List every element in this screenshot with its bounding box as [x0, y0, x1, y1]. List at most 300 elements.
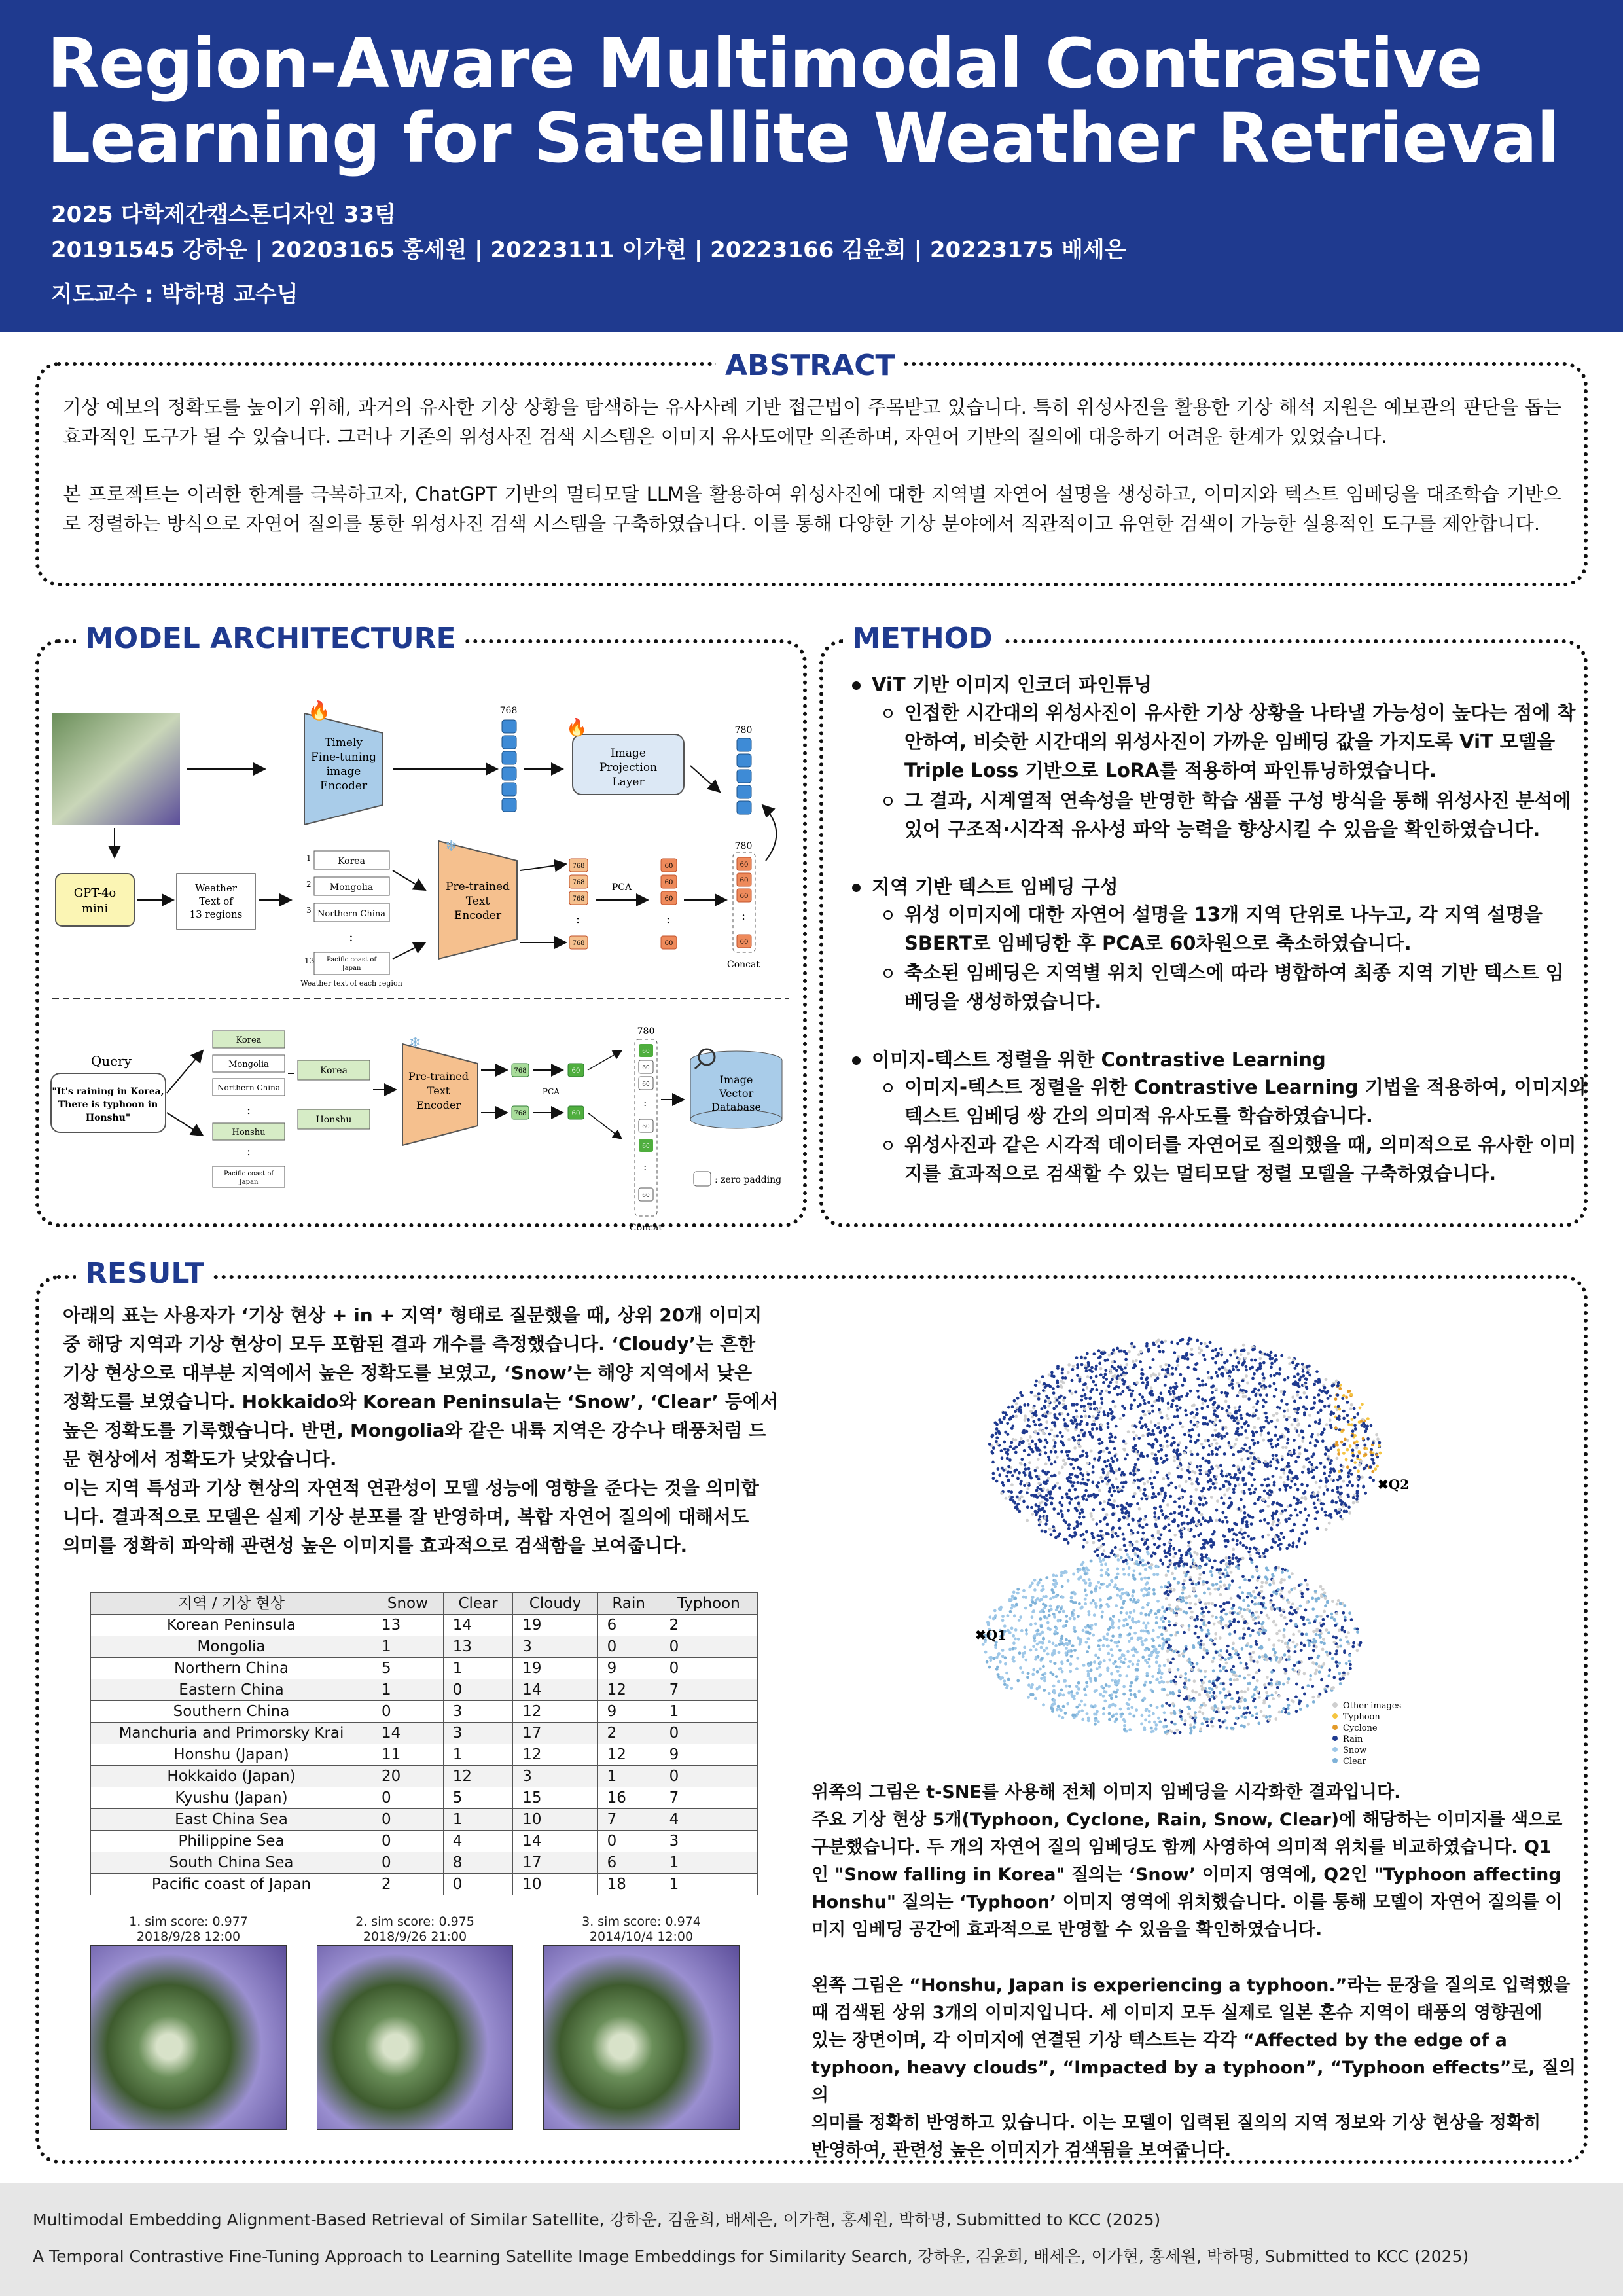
- tsne-point: [1028, 1443, 1031, 1446]
- tsne-point: [1252, 1651, 1255, 1654]
- tsne-point: [1128, 1712, 1132, 1715]
- qte-label-3: Encoder: [416, 1099, 461, 1111]
- tsne-point: [1245, 1547, 1248, 1550]
- tsne-point: [1129, 1558, 1132, 1561]
- query-line-1: "It's raining in Korea,: [52, 1086, 164, 1097]
- tsne-point: [1268, 1705, 1271, 1708]
- tsne-point: [1240, 1458, 1243, 1462]
- tsne-point: [1247, 1471, 1251, 1475]
- tsne-point: [1292, 1358, 1295, 1361]
- tsne-point: [1336, 1664, 1339, 1668]
- tsne-point: [1220, 1610, 1223, 1613]
- tsne-point: [1015, 1505, 1018, 1509]
- tsne-point: [1224, 1624, 1228, 1627]
- count-cell: 1: [372, 1679, 444, 1701]
- tsne-point: [1209, 1592, 1212, 1596]
- tsne-point: [1065, 1620, 1069, 1623]
- tsne-point: [1230, 1503, 1233, 1506]
- tsne-point: [1128, 1640, 1131, 1643]
- query-1-marker: ✖Q1: [975, 1627, 1007, 1643]
- tsne-point: [1340, 1441, 1344, 1444]
- tsne-point: [1293, 1587, 1296, 1590]
- tsne-point: [1152, 1492, 1156, 1496]
- tsne-point: [1143, 1399, 1146, 1402]
- tsne-point: [1347, 1423, 1351, 1426]
- tsne-point: [1035, 1496, 1039, 1499]
- tsne-point: [1264, 1412, 1268, 1415]
- tsne-point: [1199, 1498, 1202, 1501]
- tsne-point: [1158, 1396, 1161, 1399]
- tsne-point: [1108, 1354, 1111, 1357]
- tsne-point: [1238, 1596, 1241, 1600]
- tsne-point: [1075, 1356, 1079, 1359]
- tsne-point: [1014, 1415, 1018, 1418]
- tsne-point: [1323, 1465, 1327, 1469]
- tsne-point: [1041, 1530, 1044, 1533]
- tsne-point: [1074, 1488, 1077, 1492]
- tsne-point: [1096, 1710, 1099, 1713]
- tsne-point: [1010, 1483, 1014, 1486]
- tsne-point: [1185, 1596, 1188, 1600]
- tsne-point: [1213, 1422, 1216, 1426]
- encoder-label-1: Timely: [325, 736, 363, 749]
- tsne-point: [1226, 1520, 1229, 1524]
- tsne-point: [1115, 1380, 1118, 1384]
- tsne-point: [1246, 1596, 1249, 1599]
- tsne-point: [1079, 1575, 1082, 1579]
- tsne-point: [1311, 1476, 1315, 1479]
- tsne-point: [1189, 1420, 1192, 1424]
- tsne-point: [1225, 1727, 1228, 1730]
- tsne-point: [1024, 1607, 1027, 1610]
- tsne-point: [1184, 1672, 1187, 1676]
- tsne-point: [1221, 1511, 1224, 1514]
- tsne-point: [1278, 1629, 1281, 1632]
- tsne-point: [1054, 1484, 1057, 1488]
- tsne-point: [1115, 1604, 1118, 1607]
- tsne-point: [1282, 1683, 1285, 1686]
- tsne-point: [1109, 1371, 1113, 1374]
- tsne-point: [1283, 1410, 1286, 1413]
- tsne-point: [1140, 1577, 1143, 1581]
- tsne-point: [1305, 1458, 1308, 1461]
- tsne-point: [1259, 1426, 1262, 1429]
- tsne-point: [1058, 1501, 1061, 1505]
- tsne-point: [1300, 1496, 1304, 1499]
- tsne-point: [1048, 1374, 1051, 1377]
- tsne-point: [1141, 1368, 1144, 1371]
- tsne-point: [1133, 1570, 1136, 1573]
- tsne-point: [1210, 1720, 1213, 1723]
- tsne-point: [1090, 1532, 1094, 1535]
- tsne-point: [1304, 1377, 1308, 1380]
- tsne-point: [1202, 1516, 1205, 1520]
- region-korea: Korea: [338, 856, 365, 867]
- tsne-point: [1236, 1394, 1239, 1397]
- tsne-point: [1234, 1473, 1238, 1477]
- tsne-point: [1053, 1662, 1056, 1665]
- tsne-point: [1196, 1465, 1199, 1469]
- tsne-point: [1101, 1480, 1104, 1483]
- tsne-point: [1026, 1505, 1029, 1509]
- tsne-point: [1242, 1448, 1245, 1451]
- tsne-point: [1277, 1639, 1281, 1642]
- tsne-point: [1164, 1555, 1168, 1558]
- tsne-point: [1265, 1697, 1268, 1700]
- tsne-point: [1108, 1490, 1111, 1493]
- tsne-point: [1279, 1547, 1282, 1551]
- tsne-point: [1296, 1391, 1300, 1394]
- tsne-point: [1271, 1357, 1274, 1360]
- tsne-point: [1134, 1444, 1137, 1447]
- tsne-point: [1287, 1462, 1290, 1465]
- tsne-point: [1186, 1522, 1190, 1526]
- tsne-point: [1209, 1478, 1212, 1481]
- tsne-point: [1044, 1530, 1047, 1534]
- tsne-point: [1018, 1651, 1022, 1655]
- tsne-point: [1350, 1424, 1353, 1427]
- tsne-point: [1100, 1545, 1103, 1548]
- tsne-point: [1088, 1415, 1091, 1418]
- tsne-point: [1001, 1467, 1004, 1470]
- tsne-point: [1062, 1705, 1065, 1708]
- tsne-point: [1072, 1573, 1075, 1576]
- tsne-point: [1236, 1543, 1239, 1546]
- tsne-point: [1023, 1484, 1026, 1487]
- tsne-point: [1215, 1519, 1218, 1522]
- tsne-point: [1270, 1546, 1274, 1549]
- tsne-point: [1204, 1342, 1207, 1346]
- tsne-point: [1129, 1626, 1132, 1630]
- tsne-point: [1190, 1668, 1194, 1671]
- tsne-point: [1209, 1516, 1212, 1520]
- tsne-point: [1255, 1611, 1258, 1614]
- tsne-point: [1101, 1441, 1104, 1444]
- tsne-point: [1243, 1443, 1247, 1446]
- tsne-point: [1219, 1605, 1222, 1608]
- tsne-point: [1376, 1465, 1379, 1468]
- tsne-point: [1296, 1456, 1300, 1459]
- tsne-point: [1298, 1584, 1301, 1587]
- tsne-point: [1275, 1467, 1278, 1470]
- tsne-point: [1273, 1484, 1276, 1487]
- tsne-point: [1235, 1717, 1238, 1720]
- tsne-point: [1322, 1638, 1325, 1641]
- tsne-point: [1099, 1407, 1102, 1410]
- count-cell: 9: [660, 1744, 757, 1766]
- dim-780-label: 780: [734, 725, 753, 736]
- tsne-point: [1108, 1694, 1111, 1697]
- tsne-point: [1146, 1454, 1149, 1458]
- tsne-point: [1317, 1393, 1321, 1397]
- tsne-point: [1143, 1683, 1147, 1687]
- tsne-point: [1260, 1710, 1263, 1713]
- tsne-point: [1053, 1424, 1056, 1427]
- tsne-point: [1153, 1721, 1156, 1724]
- tsne-point: [1224, 1568, 1227, 1571]
- tsne-point: [1238, 1357, 1241, 1361]
- tsne-point: [1010, 1607, 1013, 1610]
- legend-swatch: [1332, 1713, 1338, 1719]
- tsne-point: [1241, 1575, 1245, 1578]
- tsne-point: [1088, 1578, 1091, 1581]
- tsne-point: [1105, 1691, 1108, 1694]
- tsne-point: [1044, 1502, 1047, 1505]
- tsne-point: [1288, 1362, 1291, 1365]
- tsne-point: [1219, 1572, 1222, 1575]
- tsne-point: [1152, 1552, 1155, 1555]
- tsne-point: [1043, 1510, 1046, 1513]
- tsne-point: [1200, 1607, 1204, 1611]
- tsne-point: [1285, 1446, 1288, 1449]
- tsne-point: [1181, 1514, 1184, 1517]
- tsne-point: [1310, 1494, 1313, 1498]
- tsne-point: [1211, 1717, 1215, 1720]
- tsne-point: [1104, 1562, 1107, 1566]
- tsne-point: [1060, 1667, 1063, 1670]
- tsne-point: [1356, 1500, 1359, 1503]
- tsne-point: [1009, 1445, 1012, 1448]
- table-header-cell: Rain: [597, 1593, 660, 1615]
- tsne-point: [1136, 1668, 1139, 1672]
- tsne-point: [1061, 1435, 1064, 1438]
- tsne-point: [1016, 1397, 1020, 1400]
- count-cell: 2: [597, 1723, 660, 1744]
- tsne-point: [1215, 1710, 1219, 1713]
- tsne-point: [1211, 1467, 1214, 1471]
- tsne-point: [1082, 1389, 1085, 1392]
- tsne-point: [1289, 1606, 1293, 1609]
- count-cell: 2: [372, 1874, 444, 1895]
- tsne-point: [1076, 1713, 1079, 1716]
- tsne-point: [1156, 1655, 1160, 1658]
- tsne-point: [1257, 1722, 1260, 1725]
- tsne-point: [1198, 1469, 1202, 1472]
- tsne-point: [1019, 1391, 1022, 1395]
- tsne-point: [1193, 1502, 1196, 1505]
- tsne-point: [1331, 1657, 1334, 1660]
- tsne-point: [1284, 1488, 1287, 1492]
- tsne-point: [1061, 1466, 1064, 1469]
- tsne-point: [1073, 1630, 1077, 1633]
- tsne-point: [1359, 1460, 1363, 1463]
- tsne-point: [1065, 1571, 1068, 1574]
- tsne-point: [1293, 1439, 1296, 1442]
- tsne-point: [1204, 1690, 1207, 1693]
- tsne-point: [1108, 1712, 1111, 1715]
- tsne-point: [1251, 1484, 1254, 1487]
- tsne-point: [1220, 1623, 1223, 1626]
- tsne-point: [1064, 1407, 1067, 1410]
- tsne-point: [1220, 1435, 1223, 1438]
- tsne-point: [1315, 1481, 1318, 1484]
- tsne-point: [1277, 1566, 1280, 1570]
- tsne-point: [1112, 1662, 1115, 1665]
- tsne-point: [1108, 1718, 1111, 1721]
- tsne-point: [1062, 1459, 1065, 1462]
- gpt-label-1: GPT-4o: [73, 886, 116, 900]
- tsne-point: [1158, 1664, 1162, 1668]
- tsne-point: [1352, 1496, 1355, 1499]
- tsne-point: [1176, 1605, 1179, 1609]
- tsne-point: [1358, 1463, 1361, 1467]
- tsne-point: [1065, 1450, 1069, 1454]
- tsne-point: [1040, 1625, 1043, 1628]
- tsne-point: [1176, 1415, 1179, 1418]
- tsne-point: [1184, 1409, 1187, 1412]
- tsne-point: [1253, 1460, 1256, 1463]
- tsne-point: [1232, 1491, 1236, 1494]
- tsne-point: [1128, 1566, 1131, 1570]
- region-cell: South China Sea: [91, 1852, 372, 1874]
- tsne-point: [1157, 1610, 1160, 1613]
- count-cell: 13: [443, 1636, 513, 1658]
- tsne-point: [1130, 1529, 1133, 1532]
- count-cell: 14: [513, 1679, 597, 1701]
- tsne-point: [1306, 1704, 1309, 1708]
- tsne-point: [1336, 1487, 1339, 1490]
- tsne-point: [1192, 1698, 1196, 1702]
- tsne-point: [1099, 1604, 1103, 1607]
- tsne-point: [1163, 1711, 1166, 1714]
- tsne-point: [1090, 1560, 1093, 1563]
- tsne-point: [1010, 1626, 1014, 1630]
- tsne-point: [1205, 1649, 1209, 1653]
- tsne-point: [1315, 1645, 1318, 1649]
- tsne-point: [1075, 1409, 1078, 1412]
- tsne-point: [1016, 1679, 1020, 1683]
- tsne-point: [1126, 1650, 1130, 1653]
- tsne-point: [1086, 1462, 1090, 1465]
- tsne-point: [1213, 1530, 1216, 1534]
- tsne-point: [1029, 1448, 1033, 1451]
- tsne-point: [1087, 1361, 1090, 1365]
- tsne-point: [1092, 1541, 1096, 1545]
- tsne-point: [1177, 1444, 1180, 1447]
- tsne-point: [1124, 1358, 1128, 1361]
- tsne-point: [1093, 1407, 1096, 1410]
- svg-text::: :: [643, 1096, 647, 1109]
- tsne-point: [1118, 1526, 1122, 1530]
- tsne-point: [1219, 1664, 1222, 1668]
- tsne-point: [1241, 1363, 1245, 1367]
- tsne-point: [1337, 1452, 1340, 1456]
- tsne-point: [1114, 1554, 1117, 1558]
- tsne-point: [1328, 1522, 1331, 1525]
- tsne-point: [1097, 1547, 1101, 1550]
- tsne-point: [1233, 1671, 1236, 1674]
- tsne-point: [1103, 1500, 1106, 1503]
- tsne-point: [994, 1614, 997, 1617]
- region-cell: Philippine Sea: [91, 1831, 372, 1852]
- tsne-point: [1077, 1615, 1080, 1618]
- tsne-point: [1192, 1725, 1196, 1729]
- tsne-point: [1304, 1448, 1307, 1452]
- region-cell: Kyushu (Japan): [91, 1787, 372, 1809]
- tsne-point: [1141, 1434, 1145, 1437]
- tsne-point: [1327, 1631, 1330, 1634]
- tsne-point: [1084, 1598, 1087, 1601]
- tsne-point: [1194, 1603, 1197, 1606]
- tsne-point: [1296, 1643, 1299, 1646]
- tsne-point: [1144, 1649, 1147, 1652]
- tsne-point: [1186, 1392, 1189, 1395]
- tsne-point: [1325, 1528, 1328, 1531]
- tsne-point: [1334, 1501, 1338, 1504]
- tsne-point: [1131, 1648, 1134, 1651]
- tsne-point: [1185, 1446, 1188, 1450]
- tsne-point: [1188, 1607, 1192, 1610]
- tsne-point: [1249, 1452, 1253, 1455]
- query-line-3: Honshu": [85, 1113, 131, 1123]
- tsne-point: [1191, 1470, 1194, 1473]
- tsne-point: [1147, 1443, 1150, 1446]
- tsne-point: [1049, 1385, 1052, 1388]
- q-region-korea: Korea: [236, 1035, 262, 1045]
- tsne-point: [1043, 1382, 1046, 1386]
- tsne-point: [1251, 1600, 1254, 1604]
- tsne-point: [1255, 1686, 1258, 1689]
- tsne-point: [1349, 1667, 1352, 1670]
- tsne-point: [1014, 1647, 1017, 1650]
- tsne-point: [1325, 1651, 1329, 1654]
- tsne-point: [1110, 1412, 1113, 1415]
- tsne-point: [1177, 1581, 1180, 1585]
- tsne-point: [1192, 1565, 1195, 1568]
- tsne-point: [1135, 1434, 1138, 1437]
- tsne-point: [1015, 1469, 1018, 1472]
- tsne-point: [1046, 1519, 1049, 1522]
- tsne-point: [1311, 1607, 1315, 1611]
- count-cell: 3: [660, 1831, 757, 1852]
- tsne-point: [1164, 1592, 1167, 1595]
- tsne-point: [1092, 1471, 1095, 1474]
- tsne-point: [1238, 1405, 1241, 1408]
- tsne-point: [1356, 1490, 1359, 1493]
- tsne-point: [1013, 1399, 1016, 1403]
- tsne-point: [1018, 1471, 1021, 1475]
- tsne-point: [1272, 1579, 1275, 1583]
- tsne-point: [1276, 1607, 1279, 1610]
- tsne-point: [1022, 1655, 1025, 1659]
- pca-label: PCA: [611, 882, 632, 893]
- tsne-point: [1035, 1380, 1038, 1383]
- tsne-point: [1034, 1443, 1037, 1446]
- tsne-point: [1293, 1449, 1296, 1452]
- tsne-point: [1363, 1425, 1366, 1428]
- tsne-point: [1339, 1486, 1342, 1489]
- tsne-point: [1324, 1511, 1327, 1514]
- tsne-point: [1321, 1400, 1324, 1403]
- tsne-point: [1035, 1513, 1038, 1516]
- tsne-point: [1301, 1363, 1304, 1366]
- tsne-point: [1055, 1627, 1058, 1630]
- tsne-point: [1280, 1468, 1283, 1471]
- result-title: RESULT: [76, 1257, 213, 1290]
- tsne-point: [1096, 1416, 1099, 1420]
- tsne-point: [1158, 1720, 1162, 1723]
- count-cell: 12: [597, 1744, 660, 1766]
- tsne-point: [1183, 1562, 1186, 1566]
- tsne-point: [1311, 1661, 1315, 1664]
- tsne-point: [1227, 1690, 1230, 1693]
- tsne-point: [1135, 1381, 1139, 1384]
- tsne-point: [1262, 1426, 1266, 1429]
- tsne-point: [1180, 1532, 1183, 1535]
- tsne-point: [1347, 1631, 1350, 1634]
- tsne-point: [1091, 1435, 1094, 1439]
- tsne-point: [1111, 1530, 1115, 1534]
